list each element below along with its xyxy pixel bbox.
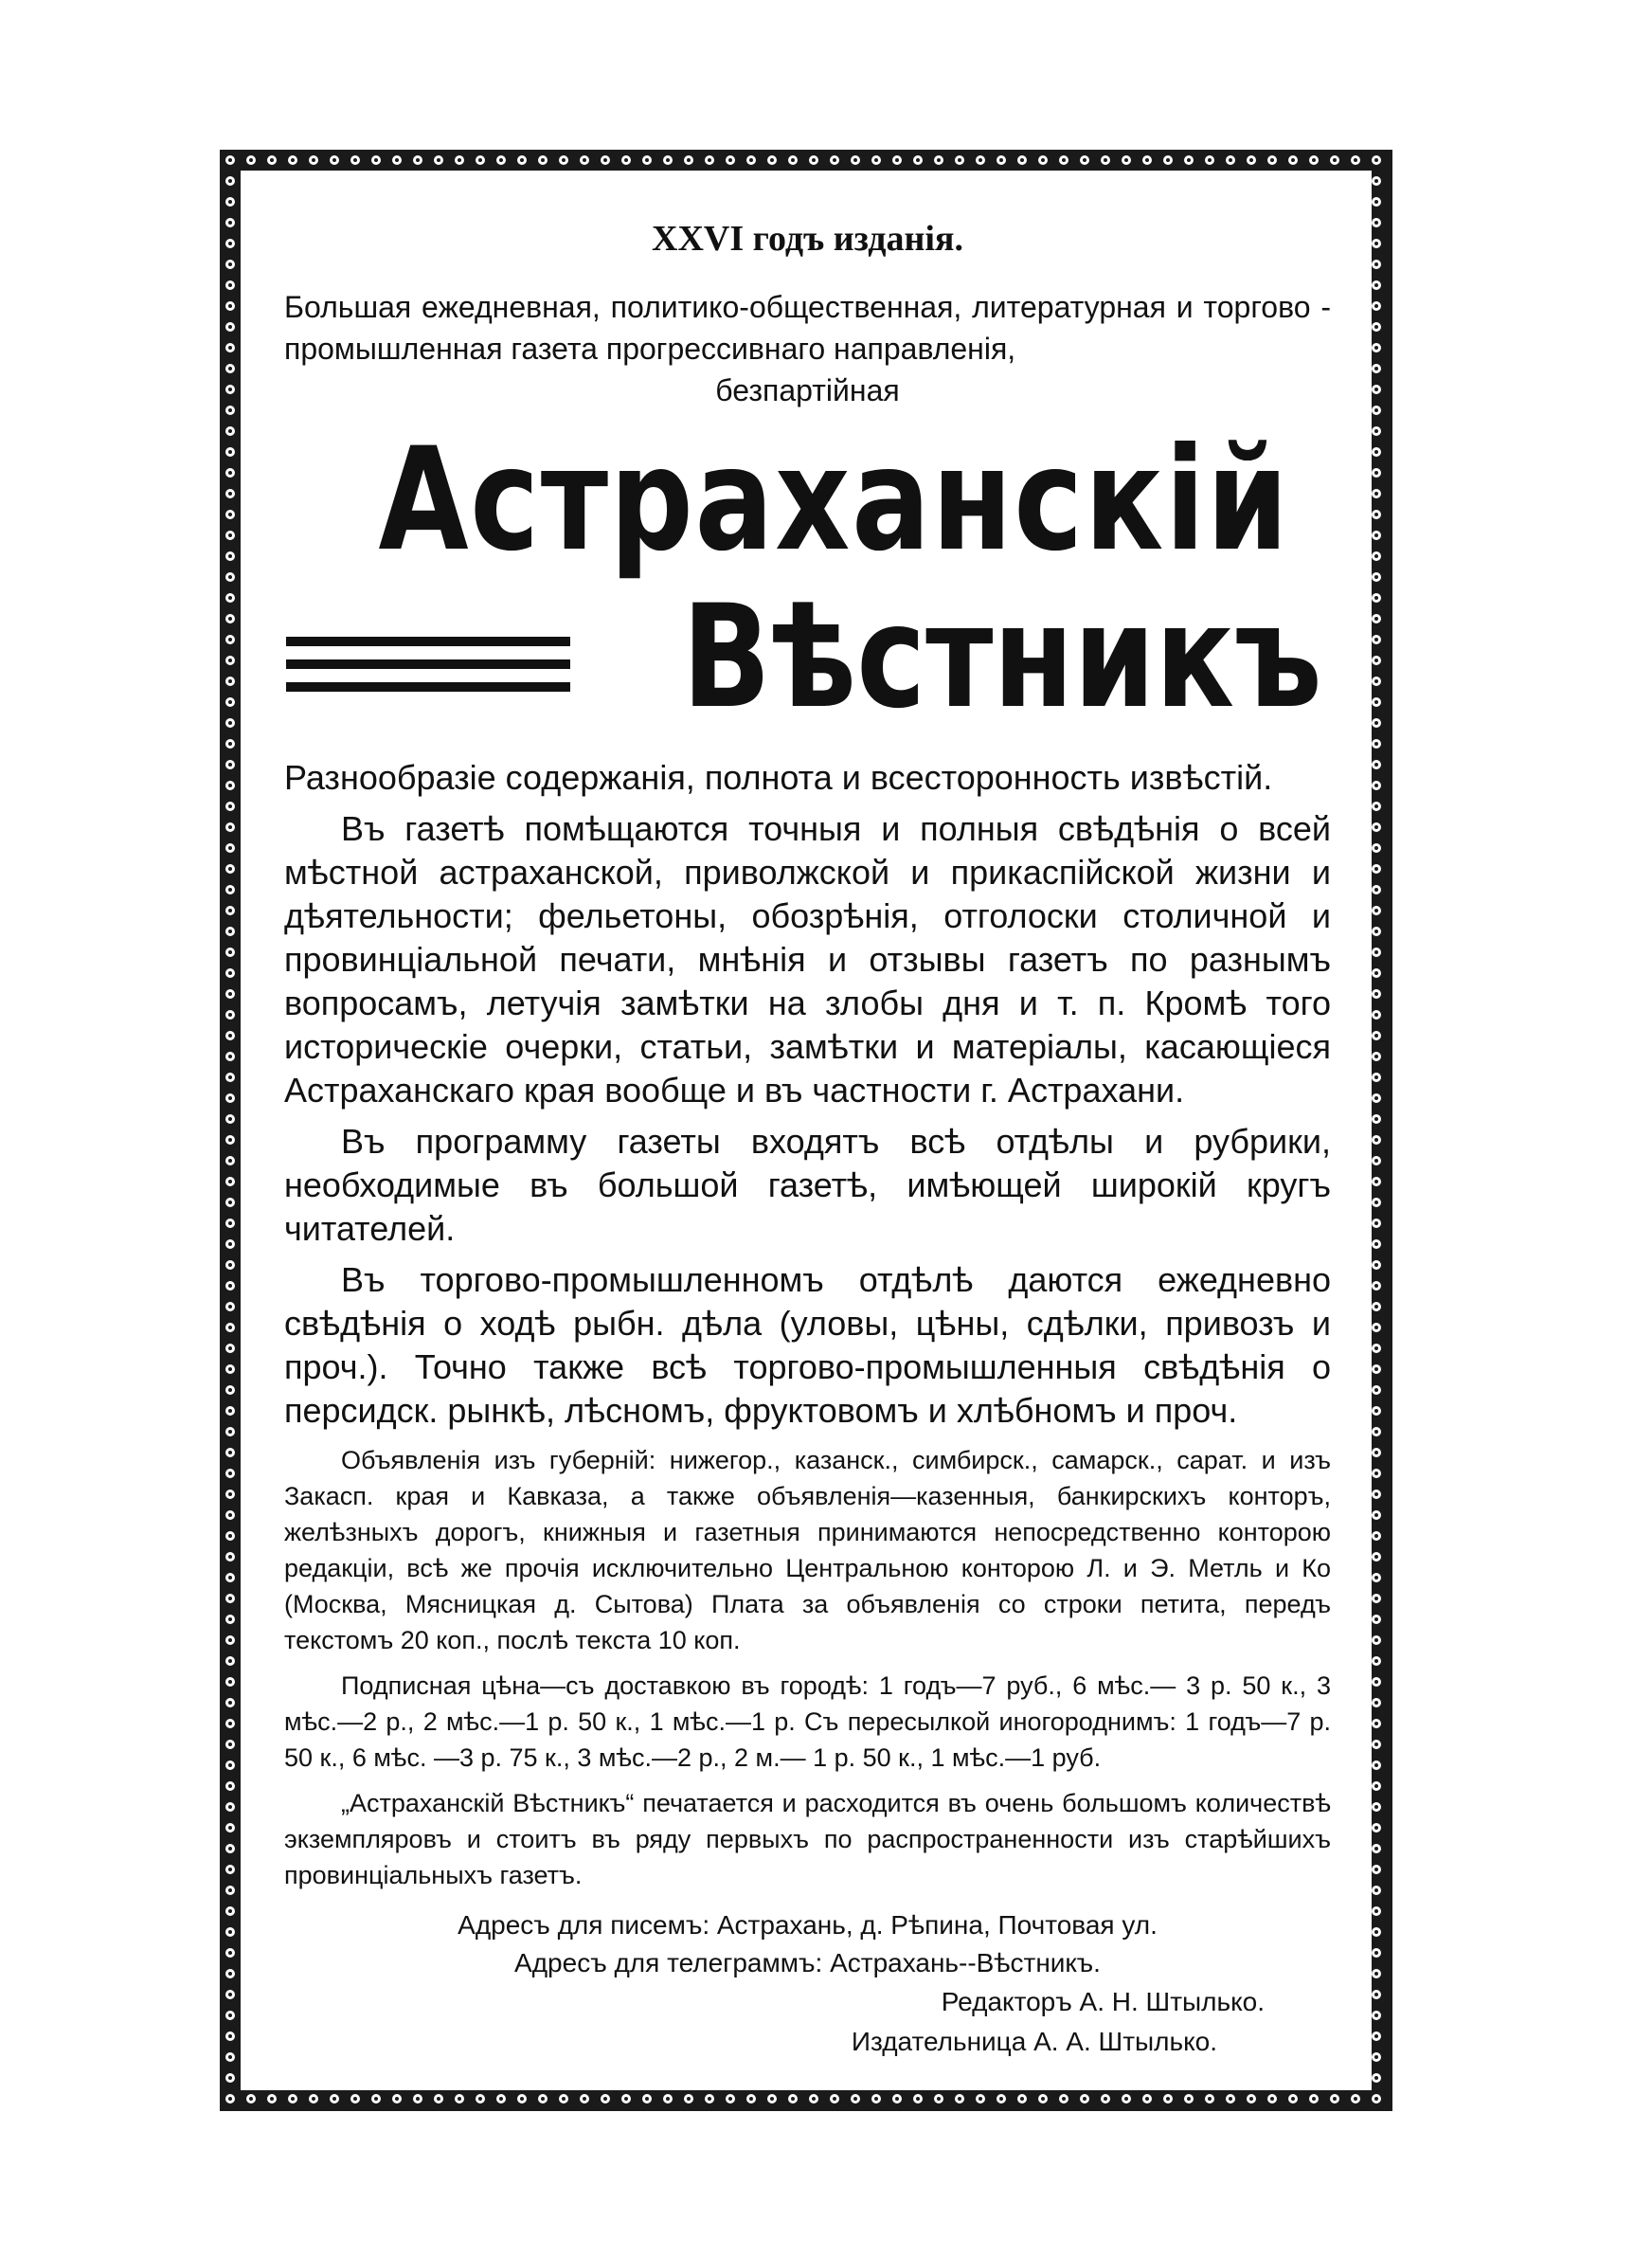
address-letters: Адресъ для писемъ: Астрахань, д. Рѣпина, Почтовая ул. [458, 1910, 1158, 1940]
year-line: XXVI годъ изданія. [652, 219, 963, 259]
subtitle-line-2: безпартійная [715, 373, 900, 407]
title-line-1: Астраханскій [378, 418, 1290, 583]
lead-line: Разнообразіе содержанія, полнота и всесторонность извѣстій. [284, 758, 1273, 797]
subtitle-line-1: Большая ежедневная, политико-общественная, литературная и торгово - промышленная газета прогрессивнаго направленія, [284, 290, 1331, 366]
title-line-2: Вѣстникъ [682, 575, 1322, 740]
paragraph-2: Въ программу газеты входятъ всѣ отдѣлы и рубрики, необходимые въ большой газетѣ, имѣющей широкій кругъ читателей. [284, 1122, 1331, 1248]
title-row-2 [284, 575, 1331, 743]
publisher-line: Издательница А. А. Штылько. [851, 2027, 1217, 2056]
paragraph-3: Въ торгово-промышленномъ отдѣлѣ даются ежедневно свѣдѣнія о ходѣ рыбн. дѣла (уловы, цѣны, сдѣлки, привозъ и проч.). Точно также всѣ торгово-промышленныя свѣдѣнія о персидск. рынкѣ, лѣсномъ, фруктовомъ и хлѣбномъ и проч. [284, 1260, 1331, 1430]
advertisement-content [284, 218, 1331, 2062]
circulation-paragraph: „Астраханскій Вѣстникъ“ печатается и расходится въ очень большомъ количествѣ экземпляровъ и стоитъ въ ряду первыхъ по распространенности изъ старѣйшихъ провинціальныхъ газетъ. [284, 1789, 1331, 1889]
subscription-paragraph: Подписная цѣна—съ доставкою въ городѣ: 1 годъ—7 руб., 6 мѣс.— 3 р. 50 к., 3 мѣс.—2 р., 2 мѣс.—1 р. 50 к., 1 мѣс.—1 р. Съ пересылкой иногороднимъ: 1 годъ—7 р. 50 к., 6 мѣс. —3 р. 75 к., 3 мѣс.—2 р., 2 м.— 1 р. 50 к., 1 мѣс.—1 руб. [284, 1671, 1331, 1772]
decorative-bars [286, 637, 570, 705]
ads-paragraph: Объявленія изъ губерній: нижегор., казанск., симбирск., самарск., сарат. и изъ Закасп. края и Кавказа, а также объявленія—казенныя, банкирскихъ конторъ, желѣзныхъ дорогъ, книжныя и газетныя принимаются непосредственно конторою редакціи, всѣ же прочія исключительно Центральною конторою Л. и Э. Метль и Ко (Москва, Мясницкая д. Сытова) Плата за объявленія со строки петита, передъ текстомъ 20 коп., послѣ текста 10 коп. [284, 1446, 1331, 1654]
paragraph-1: Въ газетѣ помѣщаются точныя и полныя свѣдѣнія о всей мѣстной астраханской, приволжской и прикаспійской жизни и дѣятельности; фельетоны, обозрѣнія, отголоски столичной и провинціальной печати, мнѣнія и отзывы газетъ по разнымъ вопросамъ, летучія замѣтки на злобы дня и т. п. Кромѣ того историческіе очерки, статьи, замѣтки и матеріалы, касающіеся Астраханскаго края вообще и въ частности г. Астрахани. [284, 809, 1331, 1110]
editor-line: Редакторъ А. Н. Штылько. [941, 1987, 1265, 2016]
address-telegrams: Адресъ для телеграммъ: Астрахань--Вѣстникъ. [514, 1948, 1101, 1977]
